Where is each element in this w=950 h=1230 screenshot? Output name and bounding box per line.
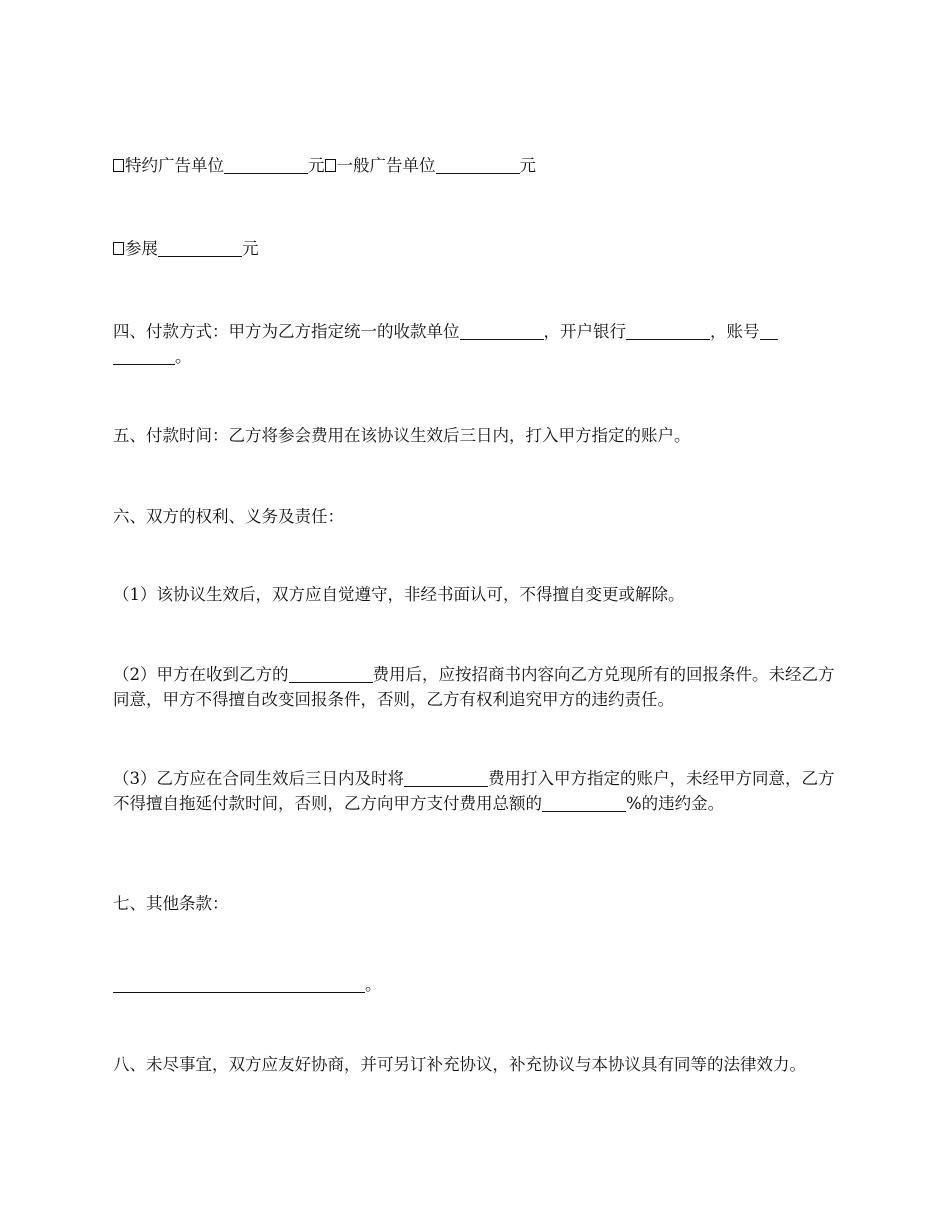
clause-8: 八、未尽事宜，双方应友好协商，并可另订补充协议，补充协议与本协议具有同等的法律效力。 [113, 1055, 806, 1074]
special-ad-unit: 元 [308, 156, 325, 175]
clause-6-1: （1）该协议生效后，双方应自觉遵守，非经书面认可，不得擅自变更或解除。 [113, 585, 685, 604]
exhibition-amount-blank[interactable] [158, 238, 242, 257]
general-ad-unit: 元 [519, 156, 536, 175]
general-ad-label: 一般广告单位 [336, 156, 436, 175]
special-ad-label: 特约广告单位 [125, 156, 224, 175]
checkbox-general-ad[interactable] [325, 159, 336, 172]
clause-6-3 [113, 766, 839, 816]
account-blank-part2[interactable] [113, 346, 175, 365]
bank-label: ，开户银行 [543, 322, 626, 341]
clause-6-2-fee-blank[interactable] [289, 664, 373, 683]
clause-5-payment-time: 五、付款时间：乙方将参会费用在该协议生效后三日内，打入甲方指定的账户。 [113, 426, 691, 445]
checkbox-special-ad[interactable] [113, 159, 124, 172]
clause-6-2-rest: 费用后，应按招商书内容向乙方兑现所有的回报条件。未经乙方同意，甲方不得擅自改变回报条件，否则，乙方有权利追究甲方的违约责任。 [113, 665, 835, 709]
special-ad-amount-blank[interactable] [224, 155, 308, 174]
exhibition-label: 参展 [125, 239, 158, 258]
clause-7-other-terms [113, 972, 839, 997]
account-blank-part1[interactable] [760, 321, 778, 340]
clause-6-2 [113, 662, 839, 712]
clause-7-title: 七、其他条款： [113, 894, 229, 913]
clause-4-lead: 四、付款方式：甲方为乙方指定统一的收款单位 [113, 322, 460, 341]
checkbox-exhibition[interactable] [113, 242, 124, 255]
clause-4-end: 。 [175, 347, 192, 366]
clause-6-3-lead: （3）乙方应在合同生效后三日内及时将 [113, 769, 404, 788]
other-terms-blank[interactable] [113, 974, 365, 993]
clause-6-3-mid: 费用打入甲方指定的账户，未经甲方同意，乙方不得擅自拖延付款时间，否则，乙方向甲方支付费用总额的 [113, 769, 835, 813]
clause-6-title: 六、双方的权利、义务及责任： [113, 507, 344, 526]
account-label: ，账号 [710, 322, 760, 341]
clause-6-2-lead: （2）甲方在收到乙方的 [113, 665, 289, 684]
general-ad-amount-blank[interactable] [436, 155, 520, 174]
payee-blank[interactable] [460, 321, 544, 340]
clause-6-3-tail: %的违约金。 [626, 794, 725, 813]
clause-7-end: 。 [365, 975, 382, 994]
fee-line-exhibition [113, 236, 839, 261]
bank-blank[interactable] [626, 321, 710, 340]
clause-6-3-fee-blank[interactable] [404, 768, 488, 787]
exhibition-unit: 元 [242, 239, 259, 258]
clause-4-payment-method [113, 319, 839, 369]
fee-line-advertising [113, 153, 839, 178]
penalty-percent-blank[interactable] [542, 793, 626, 812]
